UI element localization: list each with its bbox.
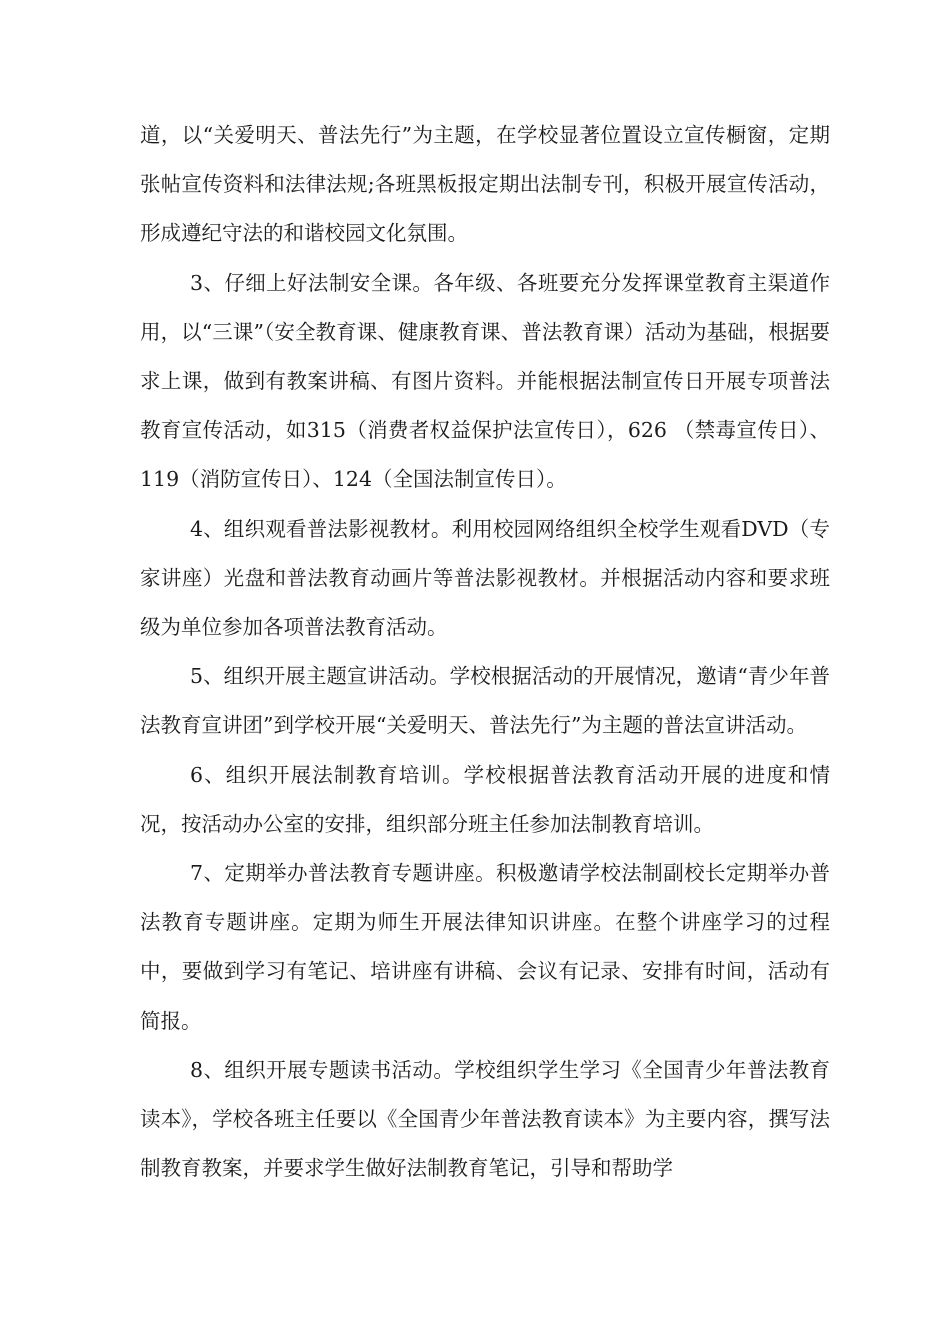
paragraph-item-3: 3、仔细上好法制安全课。各年级、各班要充分发挥课堂教育主渠道作用，以“三课”（安全教育课、健康教育课、普法教育课）活动为基础，根据要求上课，做到有教案讲稿、有图片资料。并能根据法制宣传日开展专项普法教育宣传活动，如315（消费者权益保护法宣传日），626 （禁毒宣传日）、119（消防宣传日）、124（全国法制宣传日）。 xyxy=(140,270,830,492)
paragraph-item-4: 4、组织观看普法影视教材。利用校园网络组织全校学生观看DVD（专家讲座）光盘和普法教育动画片等普法影视教材。并根据活动内容和要求班级为单位参加各项普法教育活动。 xyxy=(140,516,830,640)
paragraph-item-8: 8、组织开展专题读书活动。学校组织学生学习《全国青少年普法教育读本》，学校各班主任要以《全国青少年普法教育读本》为主要内容，撰写法制教育教案，并要求学生做好法制教育笔记，引导和帮助学 xyxy=(140,1057,830,1181)
paragraph-item-7: 7、定期举办普法教育专题讲座。积极邀请学校法制副校长定期举办普法教育专题讲座。定期为师生开展法律知识讲座。在整个讲座学习的过程中，要做到学习有笔记、培讲座有讲稿、会议有记录、安排有时间，活动有简报。 xyxy=(140,861,830,1033)
paragraph-item-6: 6、组织开展法制教育培训。学校根据普法教育活动开展的进度和情况，按活动办公室的安排，组织部分班主任参加法制教育培训。 xyxy=(140,762,830,836)
paragraph-item-5: 5、组织开展主题宣讲活动。学校根据活动的开展情况，邀请“青少年普法教育宣讲团”到学校开展“关爱明天、普法先行”为主题的普法宣讲活动。 xyxy=(140,664,830,738)
document-body xyxy=(140,111,830,1193)
paragraph-continuation: 道，以“关爱明天、普法先行”为主题，在学校显著位置设立宣传橱窗，定期张帖宣传资料和法律法规;各班黑板报定期出法制专刊，积极开展宣传活动，形成遵纪守法的和谐校园文化氛围。 xyxy=(140,123,830,246)
